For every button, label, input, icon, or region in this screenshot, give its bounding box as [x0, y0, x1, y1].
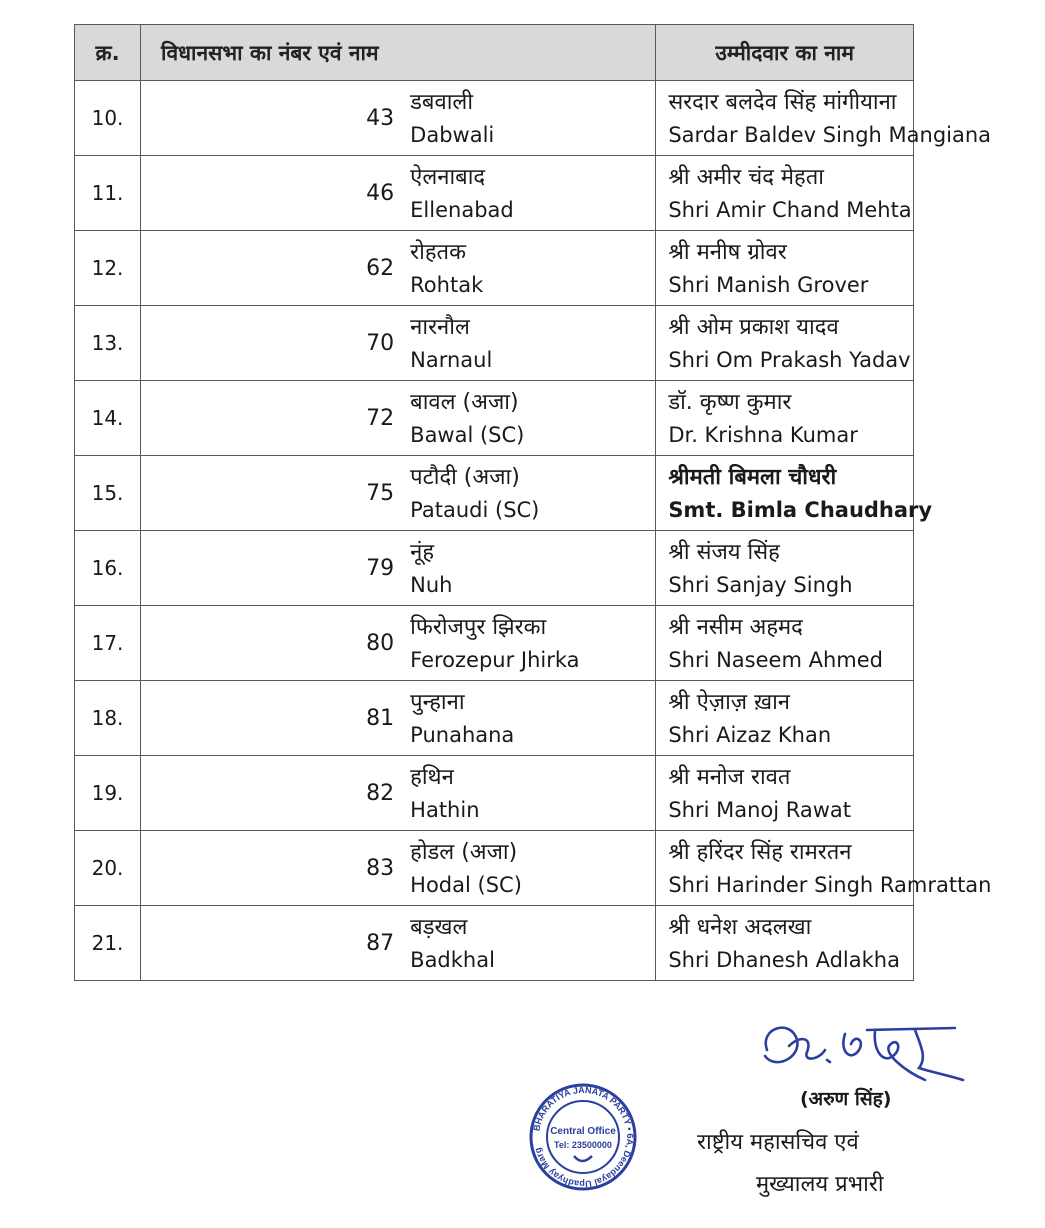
- constituency-number-cell: 81: [141, 681, 399, 756]
- candidate-name-cell: [656, 456, 933, 531]
- header-serial: क्र.: [75, 25, 141, 81]
- signatory-designation-line2: मुख्यालय प्रभारी: [756, 1172, 884, 1197]
- constituency-name-cell: [398, 606, 656, 681]
- serial-cell: 20.: [75, 831, 141, 906]
- candidate-name-english: Shri Manoj Rawat: [668, 798, 852, 822]
- serial-cell: 12.: [75, 231, 141, 306]
- candidate-list-table: [74, 24, 992, 981]
- constituency-name-cell: [398, 306, 656, 381]
- serial-cell: 17.: [75, 606, 141, 681]
- candidate-name-english: Shri Naseem Ahmed: [668, 648, 883, 672]
- constituency-name-english: Ellenabad: [410, 198, 514, 222]
- candidate-name-hindi: श्री नसीम अहमद: [668, 615, 803, 640]
- candidate-name-hindi: श्री ऐज़ाज़ ख़ान: [668, 690, 790, 715]
- table-row: [75, 231, 914, 306]
- table-row: [75, 681, 914, 756]
- constituency-name-hindi: डबवाली: [410, 90, 474, 115]
- constituency-name-cell: [398, 156, 656, 231]
- constituency-number-cell: 87: [141, 906, 399, 981]
- constituency-name-cell: [398, 681, 656, 756]
- constituency-name-hindi: नूंह: [410, 540, 435, 565]
- constituency-name-cell: [398, 831, 656, 906]
- constituency-name-english: Ferozepur Jhirka: [410, 648, 580, 672]
- candidate-name-english: Shri Harinder Singh Ramrattan: [668, 873, 992, 897]
- table-row: [75, 156, 914, 231]
- constituency-number-cell: 43: [141, 81, 399, 156]
- stamp-ring-text: BHARATIYA JANATA PARTY • 6A, Deendayal Upadhyay Marg: [531, 1084, 636, 1190]
- constituency-name-english: Dabwali: [410, 123, 495, 147]
- constituency-name-hindi: पटौदी (अजा): [410, 465, 520, 490]
- constituency-name-english: Hathin: [410, 798, 480, 822]
- lotus-mark-icon: [574, 1156, 592, 1161]
- stamp-outer-ring: [531, 1085, 635, 1189]
- constituency-name-hindi: रोहतक: [410, 240, 466, 265]
- constituency-name-hindi: बड़खल: [410, 915, 468, 940]
- candidate-name-cell: [656, 156, 914, 231]
- signatory-name: (अरुण सिंह): [800, 1088, 892, 1110]
- serial-cell: 15.: [75, 456, 141, 531]
- candidate-name-english: Shri Dhanesh Adlakha: [668, 948, 900, 972]
- candidate-name-hindi: श्री अमीर चंद मेहता: [668, 165, 824, 190]
- table-row: [75, 831, 914, 906]
- constituency-number-cell: 72: [141, 381, 399, 456]
- constituency-name-cell: [398, 756, 656, 831]
- constituency-number-cell: 46: [141, 156, 399, 231]
- constituency-number-cell: 82: [141, 756, 399, 831]
- serial-cell: 16.: [75, 531, 141, 606]
- constituency-name-hindi: फिरोजपुर झिरका: [410, 615, 547, 640]
- serial-cell: 19.: [75, 756, 141, 831]
- table-row: [75, 606, 914, 681]
- candidate-name-english: Shri Sanjay Singh: [668, 573, 853, 597]
- header-constituency: विधानसभा का नंबर एवं नाम: [141, 25, 656, 81]
- candidate-name-hindi: सरदार बलदेव सिंह मांगीयाना: [668, 90, 897, 115]
- constituency-name-english: Narnaul: [410, 348, 493, 372]
- candidate-name-cell: [656, 81, 992, 156]
- candidate-name-cell: [656, 756, 914, 831]
- constituency-name-cell: [398, 381, 656, 456]
- table-row: [75, 906, 914, 981]
- table-row: [75, 456, 914, 531]
- serial-cell: 14.: [75, 381, 141, 456]
- handwritten-signature: [755, 1010, 965, 1088]
- candidate-name-english: Shri Om Prakash Yadav: [668, 348, 911, 372]
- candidate-name-cell: [656, 231, 914, 306]
- candidate-name-english: Sardar Baldev Singh Mangiana: [668, 123, 992, 147]
- candidate-name-cell: [656, 681, 914, 756]
- candidate-name-hindi: श्री मनोज रावत: [668, 765, 791, 790]
- candidate-name-english: Shri Amir Chand Mehta: [668, 198, 912, 222]
- party-seal-stamp: [528, 1082, 638, 1192]
- serial-cell: 13.: [75, 306, 141, 381]
- constituency-number-cell: 83: [141, 831, 399, 906]
- constituency-name-cell: [398, 231, 656, 306]
- serial-cell: 18.: [75, 681, 141, 756]
- constituency-name-english: Bawal (SC): [410, 423, 525, 447]
- table-header-row: [75, 25, 914, 81]
- table-row: [75, 531, 914, 606]
- constituency-name-english: Nuh: [410, 573, 453, 597]
- constituency-name-hindi: ऐलनाबाद: [410, 165, 486, 190]
- candidate-name-hindi: श्रीमती बिमला चौधरी: [668, 465, 837, 490]
- constituency-number-cell: 70: [141, 306, 399, 381]
- constituency-name-english: Pataudi (SC): [410, 498, 540, 522]
- candidate-name-english: Shri Manish Grover: [668, 273, 869, 297]
- signatory-designation-line1: राष्ट्रीय महासचिव एवं: [697, 1130, 859, 1155]
- header-candidate: उम्मीदवार का नाम: [656, 25, 914, 81]
- candidate-name-cell: [656, 831, 992, 906]
- table-row: [75, 756, 914, 831]
- table-row: [75, 381, 914, 456]
- candidate-name-hindi: श्री हरिंदर सिंह रामरतन: [668, 840, 852, 865]
- constituency-name-hindi: नारनौल: [410, 315, 470, 340]
- signature-stroke: [765, 1028, 963, 1080]
- candidate-name-english: Shri Aizaz Khan: [668, 723, 832, 747]
- candidate-name-cell: [656, 906, 914, 981]
- table-body: [75, 81, 992, 981]
- table-row: [75, 81, 914, 156]
- constituency-name-hindi: होडल (अजा): [410, 840, 518, 865]
- serial-cell: 21.: [75, 906, 141, 981]
- constituency-name-english: Hodal (SC): [410, 873, 522, 897]
- candidate-name-hindi: श्री संजय सिंह: [668, 540, 780, 565]
- constituency-name-cell: [398, 456, 656, 531]
- serial-cell: 10.: [75, 81, 141, 156]
- serial-cell: 11.: [75, 156, 141, 231]
- stamp-center-text-line1: Central Office: [550, 1126, 616, 1137]
- constituency-number-cell: 79: [141, 531, 399, 606]
- candidate-name-english: Smt. Bimla Chaudhary: [668, 498, 933, 522]
- candidate-name-english: Dr. Krishna Kumar: [668, 423, 858, 447]
- constituency-name-hindi: हथिन: [410, 765, 454, 790]
- constituency-name-cell: [398, 531, 656, 606]
- constituency-name-hindi: बावल (अजा): [410, 390, 519, 415]
- candidate-name-hindi: डॉ. कृष्ण कुमार: [668, 390, 792, 415]
- stamp-center-text-line2: Tel: 23500000: [554, 1140, 612, 1150]
- candidate-name-hindi: श्री मनीष ग्रोवर: [668, 240, 787, 265]
- constituency-name-hindi: पुन्हाना: [410, 690, 465, 715]
- constituency-number-cell: 80: [141, 606, 399, 681]
- constituency-name-english: Rohtak: [410, 273, 484, 297]
- candidate-name-cell: [656, 531, 914, 606]
- constituency-name-cell: [398, 906, 656, 981]
- candidate-name-hindi: श्री धनेश अदलखा: [668, 915, 812, 940]
- candidate-name-cell: [656, 381, 914, 456]
- candidate-name-cell: [656, 306, 914, 381]
- constituency-number-cell: 62: [141, 231, 399, 306]
- constituency-number-cell: 75: [141, 456, 399, 531]
- constituency-name-english: Badkhal: [410, 948, 495, 972]
- candidate-name-hindi: श्री ओम प्रकाश यादव: [668, 315, 839, 340]
- constituency-name-english: Punahana: [410, 723, 515, 747]
- constituency-name-cell: [398, 81, 656, 156]
- candidate-name-cell: [656, 606, 914, 681]
- table-row: [75, 306, 914, 381]
- stamp-inner-ring: [547, 1101, 619, 1173]
